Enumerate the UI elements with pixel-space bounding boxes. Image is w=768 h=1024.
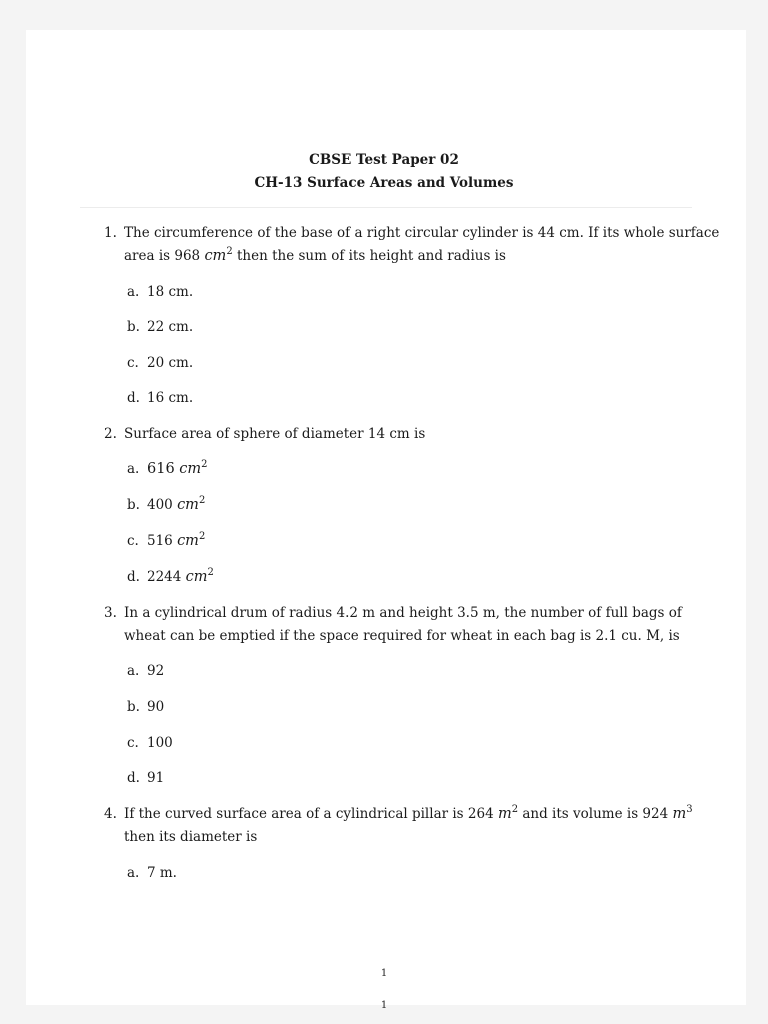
text-segment: and its volume is 924: [518, 806, 673, 822]
question-number: 1.: [104, 225, 117, 241]
option-label: d.: [127, 569, 140, 585]
option-text: [147, 458, 208, 480]
option-label: d.: [127, 390, 140, 406]
paper-title: CBSE Test Paper 02: [309, 152, 459, 168]
option-label: a.: [127, 284, 140, 300]
option-label: a.: [127, 865, 140, 881]
option-label: b.: [127, 319, 140, 335]
unit: cm: [185, 569, 208, 585]
page-number-secondary: 1: [380, 1000, 388, 1011]
question-number: 2.: [104, 426, 117, 442]
unit: cm: [177, 497, 199, 513]
question-text-line: [124, 803, 704, 825]
option-label: a.: [127, 663, 140, 679]
exponent: 2: [198, 531, 206, 542]
option-label: b.: [127, 497, 140, 513]
unit: m: [497, 806, 512, 822]
question-text-line: then its diameter is: [124, 829, 258, 845]
option-text: 22 cm.: [147, 319, 194, 335]
option-label: c.: [127, 735, 139, 751]
exponent: 2: [201, 459, 208, 470]
chapter-title: CH-13 Surface Areas and Volumes: [254, 175, 514, 191]
option-text: 90: [147, 699, 165, 715]
exponent: 2: [226, 246, 233, 257]
option-label: b.: [127, 699, 140, 715]
unit: cm: [204, 248, 227, 264]
header-divider: [80, 207, 692, 208]
page-number: 1: [380, 968, 388, 979]
unit: cm: [179, 461, 202, 477]
question-text-line: In a cylindrical drum of radius 4.2 m and height 3.5 m, the number of full bags of: [124, 605, 682, 621]
text-segment: area is 968: [124, 248, 205, 264]
option-label: c.: [127, 533, 139, 549]
value: 516: [147, 533, 178, 549]
value: 616: [147, 461, 180, 477]
option-text: 91: [147, 770, 165, 786]
option-text: 16 cm.: [147, 390, 194, 406]
text-segment: If the curved surface area of a cylindrical pillar is 264: [124, 806, 498, 822]
question-text-line: wheat can be emptied if the space required for wheat in each bag is 2.1 cu. M, is: [124, 628, 680, 644]
option-text: 20 cm.: [147, 355, 194, 371]
question-number: 4.: [104, 806, 117, 822]
option-text: [147, 494, 205, 516]
exponent: 2: [511, 804, 519, 815]
unit: m: [672, 806, 687, 822]
exponent: 2: [207, 567, 214, 578]
exponent: 2: [198, 495, 206, 506]
option-label: a.: [127, 461, 140, 477]
question-text-line: [124, 245, 704, 267]
option-text: [147, 566, 214, 588]
question-text-line: Surface area of sphere of diameter 14 cm is: [124, 426, 426, 442]
option-text: [147, 530, 205, 552]
unit: cm: [177, 533, 199, 549]
option-label: c.: [127, 355, 139, 371]
exponent: 3: [686, 804, 693, 815]
option-text: 18 cm.: [147, 284, 194, 300]
option-label: d.: [127, 770, 140, 786]
option-text: 100: [147, 735, 173, 751]
value: 2244: [147, 569, 186, 585]
text-segment: then the sum of its height and radius is: [232, 248, 506, 264]
question-text-line: The circumference of the base of a right circular cylinder is 44 cm. If its whole surface: [124, 225, 720, 241]
option-text: 7 m.: [147, 865, 177, 881]
value: 400: [147, 497, 178, 513]
question-number: 3.: [104, 605, 117, 621]
option-text: 92: [147, 663, 165, 679]
